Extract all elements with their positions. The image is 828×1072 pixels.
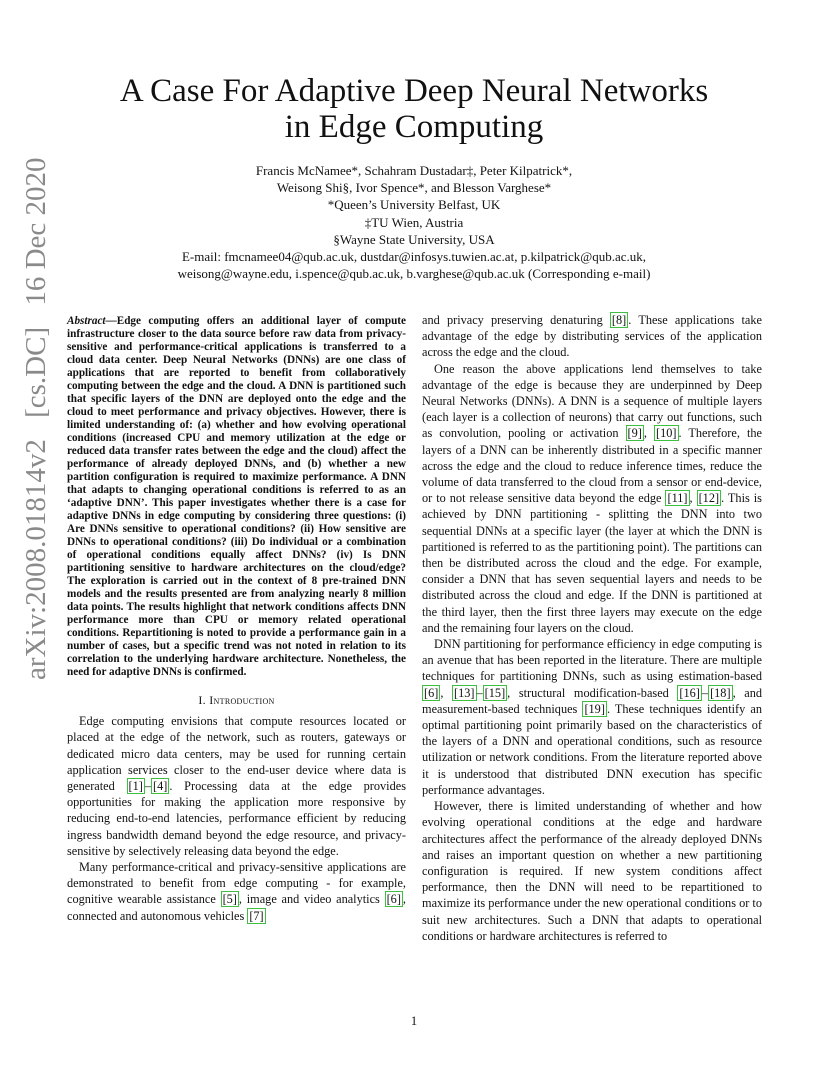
author-line-1: Francis McNamee*, Schahram Dustadar‡, Peter Kilpatrick*,	[255, 163, 573, 178]
email-line-1: E-mail: fmcnamee04@qub.ac.uk, dustdar@infosys.tuwien.ac.at, p.kilpatrick@qub.ac.uk,	[181, 249, 647, 265]
citation-separator: ,	[643, 426, 654, 441]
arxiv-id: arXiv:2008.01814v2	[20, 439, 52, 680]
paragraph-text: . Therefore, the layers of a DNN can be inherently distributed in a specific manner across the edge and the cloud to reduce inference times, reduce the volume of data transferred to the cloud from a sensor or end-device, or to not release sensitive data beyond the edge	[422, 426, 762, 506]
citation-link[interactable]: [13]	[454, 685, 475, 700]
left-column	[67, 315, 406, 924]
paragraph-text: . This is achieved by DNN partitioning - splitting the DNN into two sequential DNNs at a specific layer (the layer at which the DNN is partitioned is referred to as the partitioning point). The partitions can then be distributed across the cloud and the edge. For example, consider a DNN that has seven sequential layers and needs to be distributed across the cloud and edge. If the DNN is partitioned at the third layer, then the first three layers may execute on the edge and the remaining four layers on the cloud.	[422, 491, 762, 635]
intro-paragraph-6: However, there is limited understanding of whether and how evolving operational conditions at the edge and hardware architectures affect the performance of the already deployed DNNs and raises an important question on whether a new partitioning configuration is required. If new system conditions affect performance, then the DNN will need to be repartitioned to maximize its performance under the new operational conditions or to suit new architectures. Such a DNN that adapts to operational conditions or hardware architectures is referred to	[422, 799, 762, 943]
paragraph-text: . Processing data at the edge provides opportunities for making the application more responsive by reducing end-to-end latencies, performance efficient by reducing ingress bandwidth demand beyond the edge resource, and privacy-sensitive by selectively releasing data beyond the edge.	[67, 779, 406, 858]
paragraph-text: , image and video analytics	[238, 892, 385, 907]
affiliation-1: *Queen’s University Belfast, UK	[327, 197, 501, 213]
citation-link[interactable]: [15]	[484, 685, 506, 700]
citation-range-dash: –	[701, 685, 709, 700]
abstract-text: —Edge computing offers an additional layer of compute infrastructure closer to the data source before raw data from privacy-sensitive and performance-critical applications is transferred to a cloud data center. Deep Neural Networks (DNNs) are one class of applications that are reported to benefit from collaboratively computing between the edge and the cloud. A DNN is partitioned such that specific layers of the DNN are deployed onto the edge and the cloud to meet performance and privacy objectives. However, there is limited understanding of: (a) whether and how evolving operational conditions (increased CPU and memory utilization at the edge or reduced data transfer rates between the edge and the cloud) affect the performance of already deployed DNNs, and (b) whether a new partition configuration is required to maximize performance. A DNN that adapts to changing operational conditions is referred to as an ‘adaptive DNN’. This paper investigates whether there is a case for adaptive DNNs in edge computing by considering three questions: (i) Are DNNs sensitive to operational conditions? (ii) How sensitive are DNNs to operational conditions? (iii) Do individual or a combination of operational conditions equally affect DNNs? (iv) Is DNN partitioning sensitive to hardware architectures on the cloud/edge? The exploration is carried out in the context of 8 pre-trained DNN models and the results presented are from analyzing nearly 8 million data points. The results highlight that network conditions affects DNN performance more than CPU or memory related operational conditions. Repartitioning is noted to provide a performance gain in a number of cases, but a specific trend was not noted in relation to its correlation to the underlying hardware architecture. Nonetheless, the need for adaptive DNNs is confirmed.	[67, 315, 406, 678]
citation-link[interactable]: [19]	[584, 701, 605, 716]
paragraph-text: , structural modification-based	[507, 685, 678, 700]
citation-link[interactable]: [1]	[128, 779, 143, 794]
intro-paragraph-4	[422, 361, 762, 636]
citation-separator: ,	[440, 685, 453, 700]
paper-title-line2: in Edge Computing	[284, 109, 544, 145]
citation-range-dash: –	[476, 685, 483, 700]
citation-link[interactable]: [8]	[611, 313, 627, 327]
paper-title-line1: A Case For Adaptive Deep Neural Networks	[119, 73, 709, 109]
abstract-label: Abstract	[67, 315, 106, 327]
arxiv-sidebar-stamp	[20, 143, 53, 680]
citation-link[interactable]: [6]	[386, 892, 401, 907]
affiliation-3: §Wayne State University, USA	[333, 231, 495, 247]
page-number: 1	[410, 1014, 418, 1028]
section-title: Introduction	[209, 693, 275, 707]
citation-link[interactable]: [4]	[153, 779, 168, 794]
citation-link[interactable]: [16]	[679, 685, 700, 700]
email-line-2: weisong@wayne.edu, i.spence@qub.ac.uk, b.varghese@qub.ac.uk (Corresponding e-mail)	[177, 266, 651, 282]
citation-link[interactable]: [12]	[698, 491, 720, 506]
paragraph-text: One reason the above applications lend themselves to take advantage of the edge is because they are underpinned by Deep Neural Networks (DNNs). A DNN is a sequence of multiple layers (each layer is a collection of neurons) that carry out functions, such as convolution, pooling or activation	[422, 361, 762, 441]
citation-separator: ,	[689, 491, 697, 506]
paragraph-text: , and measurement-based techniques	[422, 685, 762, 716]
section-number: I.	[198, 693, 206, 707]
citation-link[interactable]: [5]	[222, 892, 237, 907]
affiliation-2: ‡TU Wien, Austria	[364, 214, 464, 230]
author-line-2: Weisong Shi§, Ivor Spence*, and Blesson Varghese*	[276, 180, 552, 196]
paragraph-text: . These techniques identify an optimal partitioning point primarily based on the characteristics of the layers of a DNN and operational conditions, such as resource utilization or network conditions. From the literature reported above it is understood that distributed DNN execution has specific performance advantages.	[422, 701, 762, 797]
citation-link[interactable]: [10]	[656, 426, 677, 441]
citation-link[interactable]: [11]	[667, 491, 688, 506]
paragraph-text: Edge computing envisions that compute resources located or placed at the edge of the network, such as routers, gateways or dedicated micro data centers, may be used for running certain application services closer to the end-user device where data is generated	[67, 714, 406, 794]
intro-paragraph-1	[67, 713, 406, 859]
citation-link[interactable]: [18]	[710, 685, 731, 700]
abstract	[67, 315, 406, 679]
citation-link[interactable]: [9]	[627, 426, 642, 441]
citation-range-dash: –	[144, 779, 152, 794]
section-heading-introduction	[67, 692, 406, 708]
right-column	[422, 312, 762, 944]
arxiv-date: 16 Dec 2020	[20, 157, 52, 306]
citation-link[interactable]: [6]	[424, 685, 439, 700]
paragraph-text: and privacy preserving denaturing	[422, 313, 610, 327]
paragraph-text: DNN partitioning for performance efficiency in edge computing is an avenue that has been reported in the literature. There are multiple techniques for partitioning DNNs, such as using estimation-based	[422, 637, 762, 684]
paragraph-text: . These applications take advantage of the edge by distributing services of the application across the edge and the cloud.	[422, 313, 762, 360]
paragraph-text: , connected and autonomous vehicles	[67, 892, 406, 923]
citation-link[interactable]: [7]	[249, 908, 264, 923]
intro-paragraph-5	[422, 636, 762, 798]
paragraph-text: Many performance-critical and privacy-sensitive applications are demonstrated to benefit from edge computing - for example, cognitive wearable assistance	[67, 860, 406, 907]
intro-paragraph-2	[67, 859, 406, 924]
arxiv-category: [cs.DC]	[20, 326, 52, 418]
intro-paragraph-3	[422, 312, 762, 361]
author-block	[0, 162, 828, 282]
